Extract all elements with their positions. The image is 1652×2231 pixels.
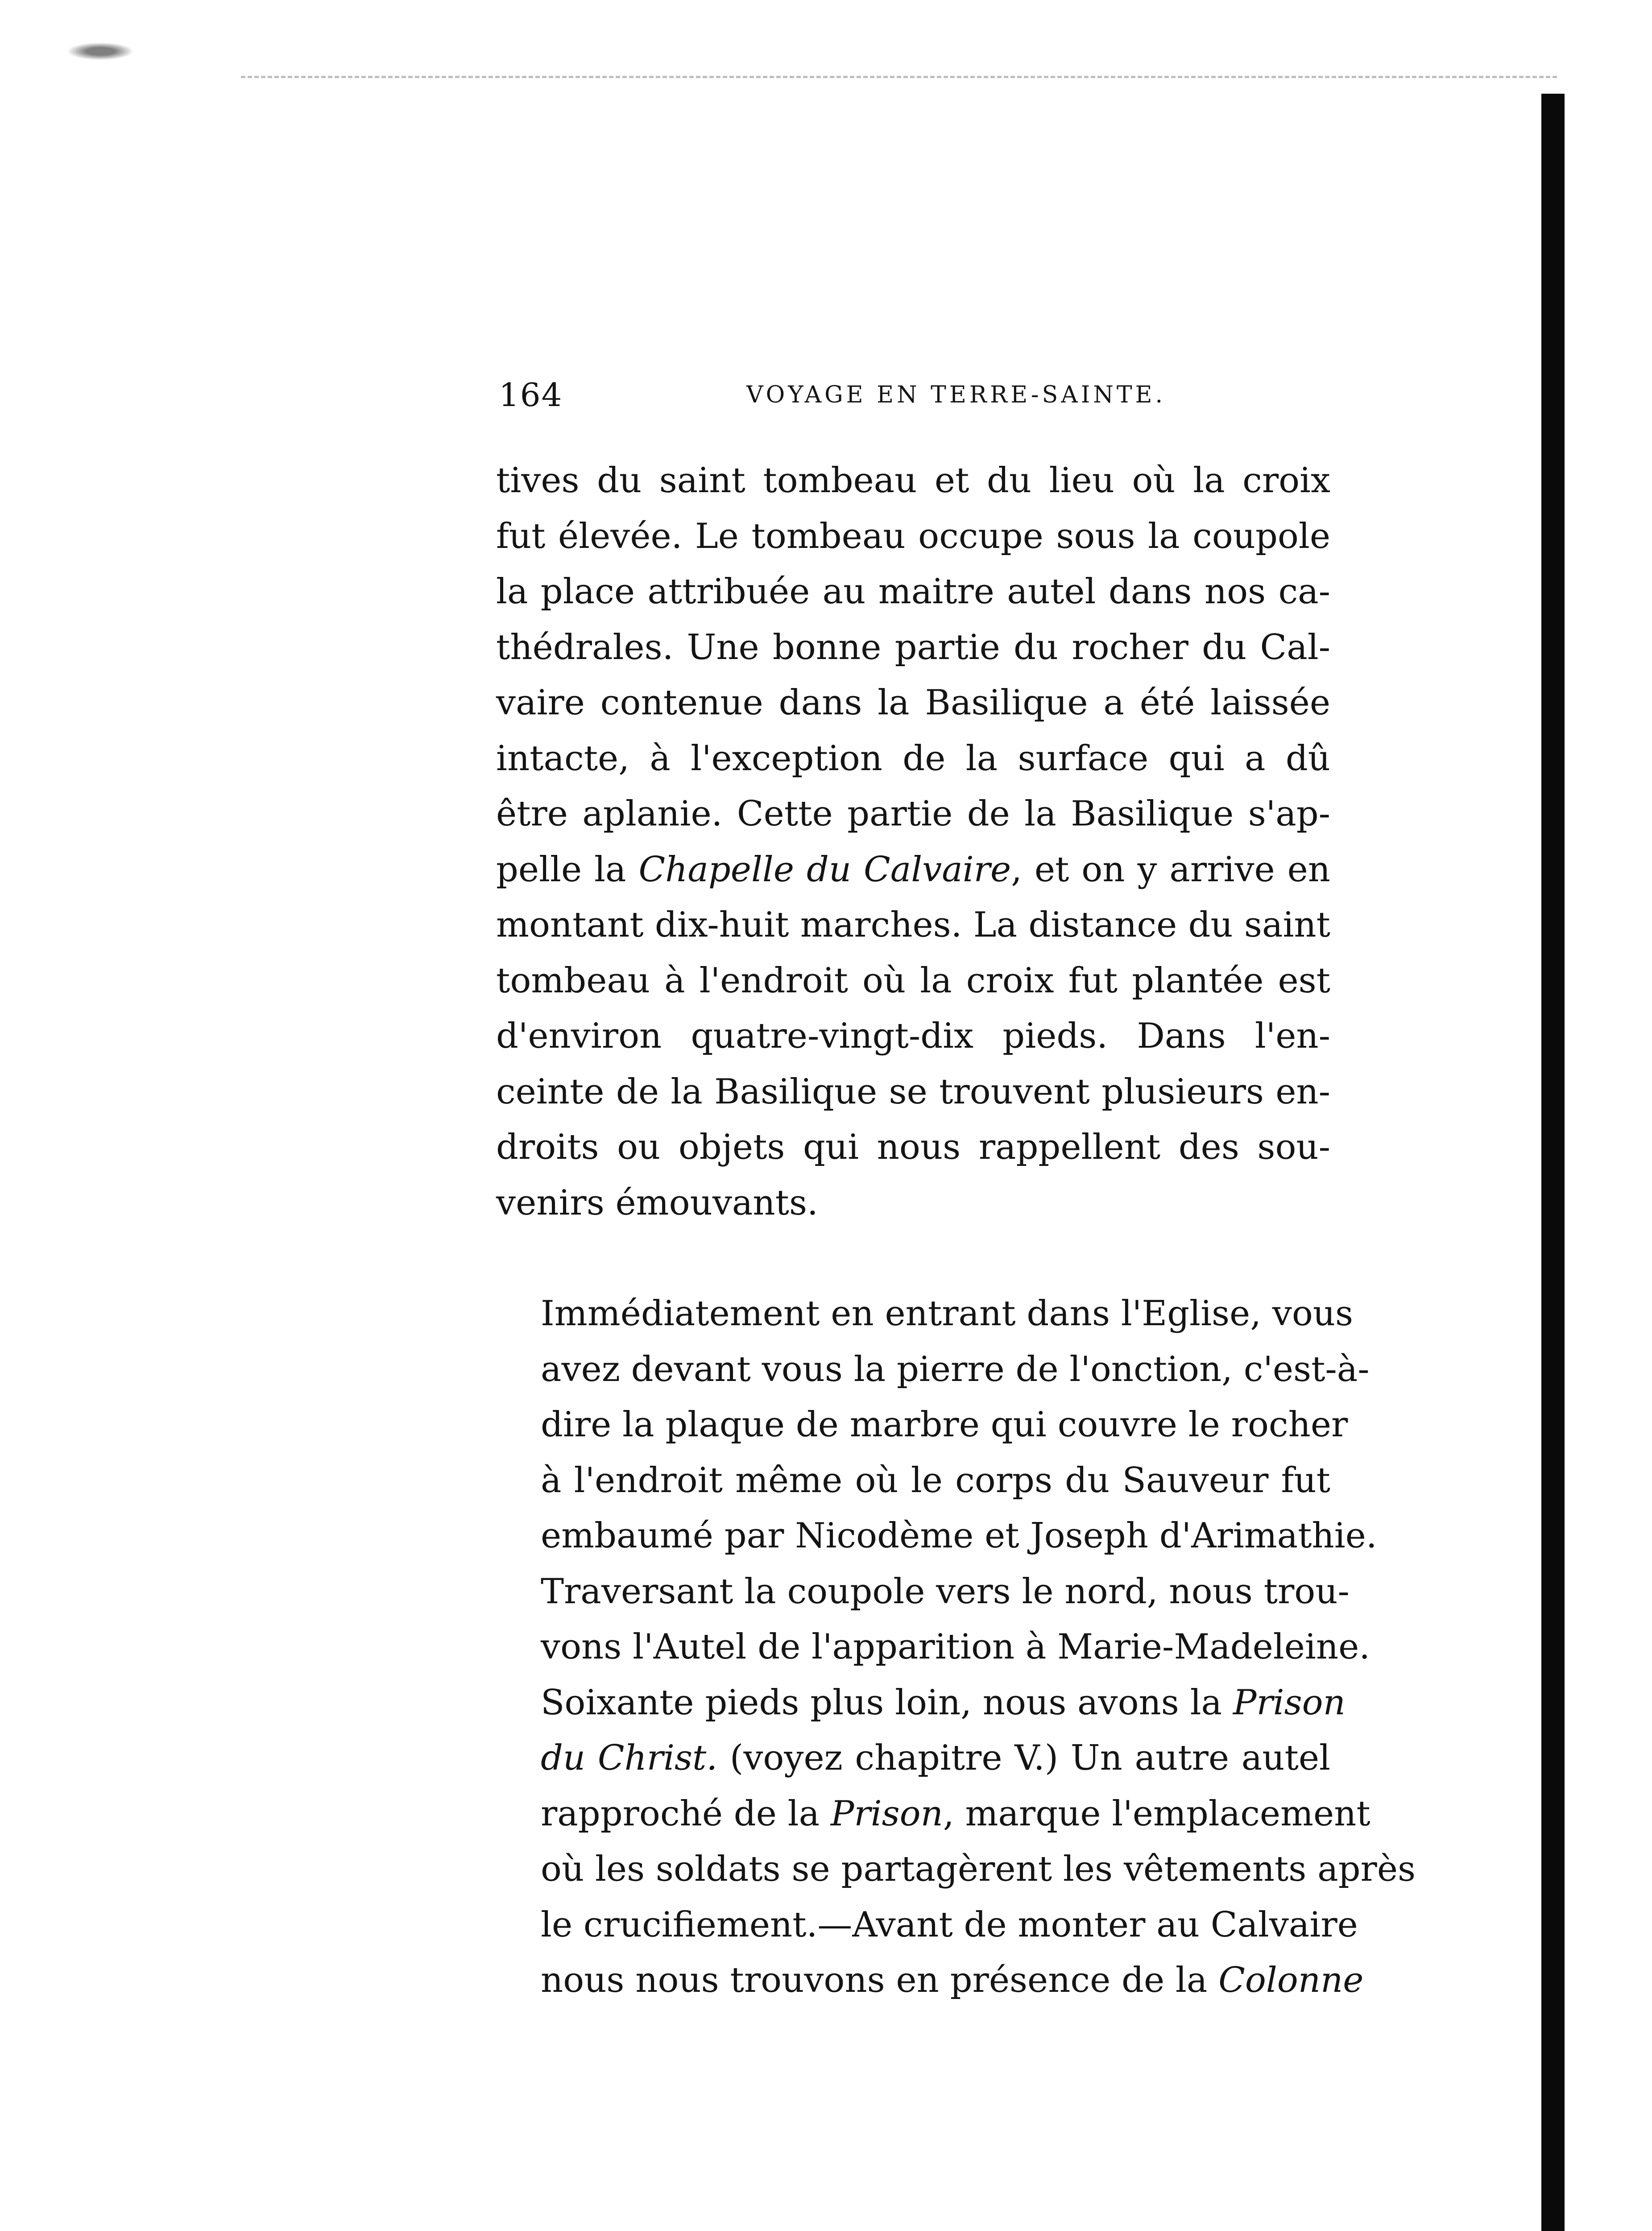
- text-line: tives du saint tombeau et du lieu où la croix: [496, 460, 1330, 501]
- running-head: VOYAGE EN TERRE-SAINTE.: [746, 382, 1166, 408]
- text-line: fut élevée. Le tombeau occupe sous la coupole: [496, 516, 1330, 556]
- italic-text: Colonne: [1218, 1960, 1364, 2000]
- text-line: vons l'Autel de l'apparition à Marie-Madeleine.: [541, 1627, 1370, 1667]
- text-line: être aplanie. Cette partie de la Basilique s'ap-: [496, 794, 1330, 834]
- paragraph-2: [496, 1286, 1416, 2008]
- text-line: tombeau à l'endroit où la croix fut plantée est: [496, 960, 1330, 1001]
- body-text: [496, 453, 1416, 2008]
- text-line: le crucifiement.—Avant de monter au Calvaire: [541, 1904, 1358, 1945]
- text-line: à l'endroit même où le corps du Sauveur fut: [541, 1460, 1330, 1501]
- text-line: Soixante pieds plus loin, nous avons la Prison: [541, 1682, 1346, 1723]
- page-number: 164: [499, 376, 563, 414]
- text-line: dire la plaque de marbre qui couvre le rocher: [541, 1405, 1348, 1445]
- text-line: intacte, à l'exception de la surface qui a dû: [496, 738, 1330, 779]
- text-line: venirs émouvants.: [496, 1182, 818, 1223]
- text-line: rapproché de la Prison, marque l'emplacement: [541, 1793, 1370, 1834]
- paragraph-1: [496, 453, 1330, 1231]
- text-line: où les soldats se partagèrent les vêtements après: [541, 1849, 1416, 1889]
- text-line: Immédiatement en entrant dans l'Eglise, vous: [541, 1294, 1354, 1334]
- page-header: [499, 370, 1166, 419]
- scan-top-rule: [241, 76, 1557, 78]
- text-line: ceinte de la Basilique se trouvent plusieurs en-: [496, 1071, 1330, 1112]
- text-line: pelle la Chapelle du Calvaire, et on y arrive en: [496, 849, 1330, 890]
- scan-smudge-bottom-left: [9, 2222, 94, 2231]
- text-line: embaumé par Nicodème et Joseph d'Arimathie.: [541, 1516, 1377, 1556]
- text-line: du Christ. (voyez chapitre V.) Un autre autel: [541, 1738, 1330, 1778]
- scan-smudge-top-left: [67, 42, 134, 60]
- text-line: Traversant la coupole vers le nord, nous trou-: [541, 1571, 1350, 1612]
- italic-text: du Christ.: [541, 1738, 718, 1778]
- text-line: avez devant vous la pierre de l'onction, c'est-à-: [541, 1349, 1370, 1389]
- text-line: d'environ quatre-vingt-dix pieds. Dans l'en-: [496, 1016, 1330, 1056]
- italic-text: Prison: [830, 1793, 943, 1834]
- text-line: montant dix-huit marches. La distance du saint: [496, 905, 1330, 945]
- scan-binding-edge: [1541, 94, 1565, 2231]
- italic-text: Chapelle du Calvaire: [638, 849, 1011, 890]
- text-line: la place attribuée au maitre autel dans nos ca-: [496, 572, 1330, 612]
- text-line: vaire contenue dans la Basilique a été laissée: [496, 683, 1330, 723]
- text-line: droits ou objets qui nous rappellent des sou-: [496, 1127, 1330, 1167]
- text-line: thédrales. Une bonne partie du rocher du Cal-: [496, 627, 1330, 668]
- text-line: nous nous trouvons en présence de la Colonne: [541, 1960, 1364, 2000]
- italic-text: Prison: [1233, 1682, 1346, 1723]
